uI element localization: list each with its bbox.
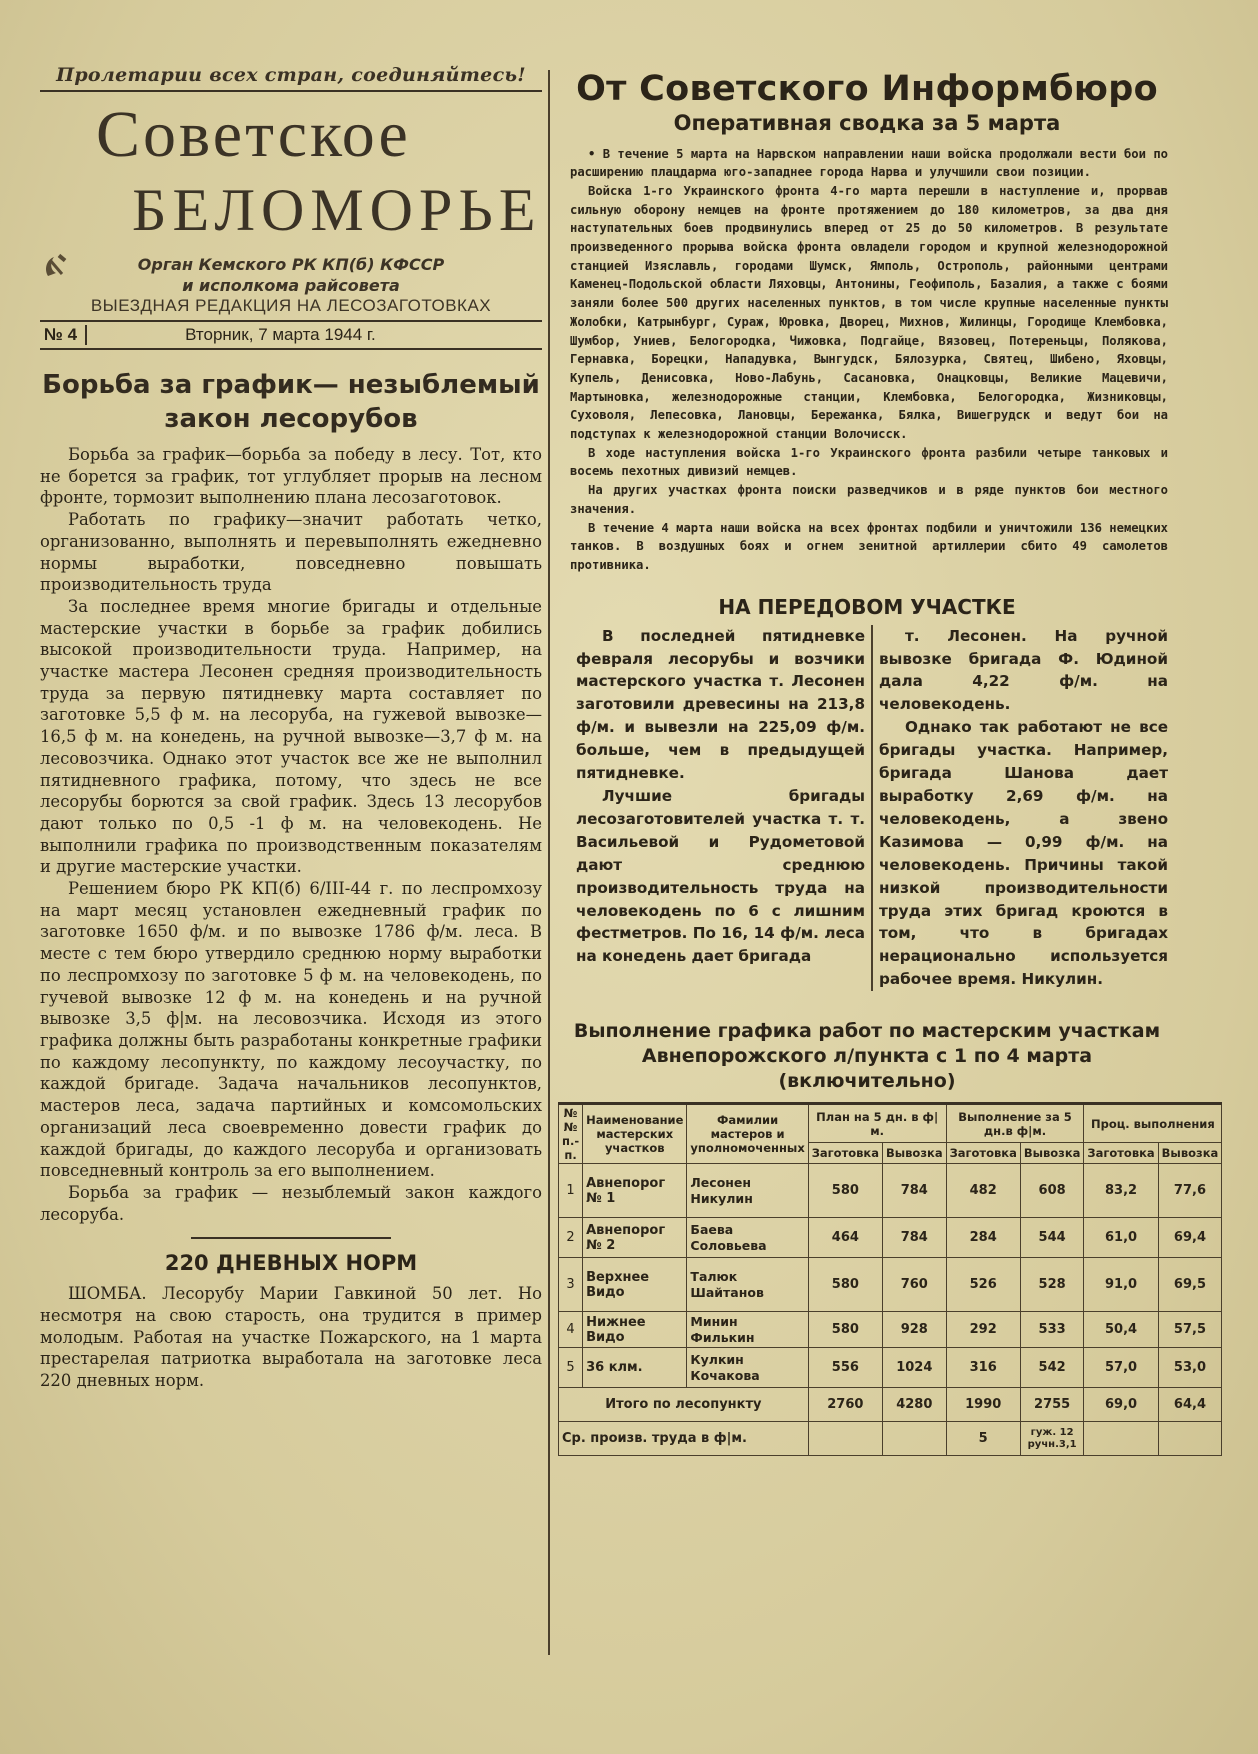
cell-done-haul: 542 [1020,1348,1084,1388]
cell-pct-haul: 53,0 [1158,1348,1222,1388]
editorial-paragraph: Работать по графику—значит работать четко, организованно, выполнять и перевыполнять ежедневно нормы выработки, повседневно повышать производительность труда [40,510,542,595]
sovinform-body [570,145,1168,575]
table-headline: Выполнение графика работ по мастерским участкам Авнепорожского л/пункта с 1 по 4 марта (включительно) [573,1020,1161,1093]
sovinform-subtitle: Оперативная сводка за 5 марта [673,110,1061,135]
cell-plan-harvest: 556 [808,1348,882,1388]
cell-num: 5 [559,1348,583,1388]
cell-pct-harvest: 91,0 [1084,1258,1158,1312]
col-header-harvest: Заготовка [1084,1143,1158,1164]
col-header-masters: Фамилии мастеров и уполномоченных [687,1104,808,1164]
cell-masters: Кулкин Кочакова [687,1348,808,1388]
masthead-organ-line2: и исполкома райсовета [182,276,400,295]
col-header-harvest: Заготовка [946,1143,1020,1164]
cell-num: 3 [559,1258,583,1312]
editorial-body [40,444,542,1225]
cell-empty [808,1422,882,1456]
editorial-paragraph: За последнее время многие бригады и отдельные мастерские участки в борьбе за график добились высокой производительности труда. Например, на участке мастера Лесонен средняя производительность труда за первую пятидневку марта составляет по заготовке 5,5 ф м. на лесоруба, на гужевой вывозке—16,5 ф м. на конедень, на ручной вывозке—3,7 ф м. на лесовозчика. Однако этот участок все же не выполнил пятидневного графика, потому, что здесь не все лесорубы борются за свой график. Здесь 13 лесорубов дают только по 0,5 -1 ф м. на человекодень. Не выполнили графика по производственным показателям и другие мастерские участки. [40,596,542,877]
cell-pct-haul: 69,5 [1158,1258,1222,1312]
cell-done-haul: 528 [1020,1258,1084,1312]
sovinform-paragraph: На других участках фронта поиски разведчиков и в ряде пунктов бои местного значения. [570,483,1168,516]
advanced-column-1 [576,625,865,992]
advanced-paragraph: т. Лесонен. На ручной вывозке бригада Ф. Юдиной дала 4,22 ф/м. на человекодень. [879,626,1169,714]
cell-name: Авнепорог № 1 [583,1164,687,1218]
advanced-paragraph: Лучшие бригады лесозаготовителей участка т. т. Васильевой и Рудометовой дают среднюю производительность труда на человекодень по 6 с лишним фестметров. По 16, 14 ф/м. леса на конедень дает бригада [576,787,866,966]
col-header-haul: Вывозка [882,1143,946,1164]
col-header-haul: Вывозка [1020,1143,1084,1164]
cell-name: Авнепорог № 2 [583,1218,687,1258]
table-row [559,1164,1222,1218]
norms-paragraph: ШОМБА. Лесорубу Марии Гавкиной 50 лет. Но несмотря на свою старость, она трудится в пример молодым. Работая на участке Пожарского, на 1 марта престарелая патриотка выработала на заготовке леса 220 дневных норм. [40,1284,542,1391]
cell-plan-harvest: 580 [808,1258,882,1312]
advanced-paragraph: В последней пятидневке февраля лесорубы и возчики мастерского участка т. Лесонен заготовили древесины на 213,8 ф/м. и вывезли на 225,09 ф/м. больше, чем в предыдущей пятидневке. [576,626,866,783]
cell-plan-harvest: 580 [808,1164,882,1218]
cell-masters: Баева Соловьева [687,1218,808,1258]
cell-total-pct-haul: 64,4 [1158,1388,1222,1422]
sovinform-paragraph: • В течение 5 марта на Нарвском направлении наши войска продолжали вести бои по расширению плацдарма юго-западнее города Нарва и улучшили свои позиции. [570,146,1168,180]
masthead-title-line1: Советское [96,98,411,171]
editorial-paragraph: Решением бюро РК КП(б) 6/III-44 г. по леспромхозу на март месяц установлен ежедневный график по заготовке 1650 ф/м. и по вывозке 1786 ф/м. леса. В месте с тем бюро утвердило среднюю норму выработки по леспромхозу по заготовке 5 ф м. на человекодень, по гучевой вывозке 12 ф м. на конедень и на ручной вывозке 3,5 ф|м. на лесовозчика. Исходя из этого графика должны быть разработаны конкретные графики по каждому лесопункту, по каждому лесоучастку, по каждой бригаде. Задача начальников лесопунктов, мастеров леса, задача партийных и комсомольских организаций леса своевременно довести график до каждой бригады, до каждого лесоруба и организовать повседневный контроль за его выполнением. [40,879,542,1181]
cell-masters: Талюк Шайтанов [687,1258,808,1312]
advanced-paragraph: Однако так работают не все бригады участка. Например, бригада Шанова дает выработку 2,69 ф/м. на человекодень, а звено Казимова — 0,99 ф/м. на человекодень. Причины такой низкой производительности труда этих бригад кроются в том, что в бригадах нерационально используется рабочее время. Никулин. [879,718,1169,989]
cell-done-harvest: 284 [946,1218,1020,1258]
col-header-haul: Вывозка [1158,1143,1222,1164]
cell-pct-haul: 69,4 [1158,1218,1222,1258]
cell-pct-harvest: 83,2 [1084,1164,1158,1218]
cell-avg-harvest: 5 [946,1422,1020,1456]
table-row [559,1348,1222,1388]
cell-pct-harvest: 50,4 [1084,1312,1158,1348]
advanced-column-2 [879,625,1168,992]
col-header-num: №№ п.-п. [559,1104,583,1164]
cell-done-haul: 608 [1020,1164,1084,1218]
issue-bar [40,320,542,350]
cell-pct-harvest: 57,0 [1084,1348,1158,1388]
masthead-organ-line1: Орган Кемского РК КП(б) КФССР [137,255,445,274]
cell-avg-haul: гуж. 12 ручн.3,1 [1020,1422,1084,1456]
issue-date: Вторник, 7 марта 1944 г. [185,325,376,344]
cell-done-haul: 533 [1020,1312,1084,1348]
cell-masters: Лесонен Никулин [687,1164,808,1218]
cell-total-label: Итого по лесопункту [559,1388,809,1422]
schedule-table [558,1102,1222,1456]
cell-done-harvest: 482 [946,1164,1020,1218]
cell-name: Верхнее Видо [583,1258,687,1312]
col-header-done: Выполнение за 5 дн.в ф|м. [946,1104,1084,1143]
section-divider [191,1237,391,1239]
sovinform-paragraph: В течение 4 марта наши войска на всех фронтах подбили и уничтожили 136 немецких танков. В воздушных боях и огнем зенитной артиллерии сбито 49 самолетов противника. [570,520,1168,572]
sovinform-paragraph: Войска 1-го Украинского фронта 4-го марта перешли в наступление и, прорвав сильную оборону немцев на фронте протяжением до 180 километров, за два дня наступательных боев продвинулись вперед от 25 до 50 километров. В результате произведенного прорыва войска фронта овладели городом и крупной железнодорожной станцией Изяславль, городами Шумск, Ямполь, Острополь, районными центрами Каменец-Подольской области Ляховцы, Антонины, Геофиполь, Базалия, а также с боями заняли более 500 других населенных пунктов, в том числе крупные населенные пункты Жолобки, Катрынбург, Сураж, Юровка, Дворец, Михнов, Жилинцы, Городище Клембовка, Шумбор, Униев, Белогородка, Чижовка, Подгайце, Вязовец, Потереньцы, Полякова, Гернавка, Борецки, Нападувка, Вынгудск, Бялозурка, Святец, Шибено, Яховцы, Купель, Денисовка, Ново-Лабунь, Сасановка, Онацковцы, Великие Мацевичи, Мартыновка, железнодорожные станции, Клембовка, Белогородка, Жизниковцы, Суховоля, Лепесовка, Лановцы, Бережанка, Бялка, Вишегрудск и ведут бои на подступах к железнодорожной станции Волочисск. [570,183,1168,442]
cell-plan-harvest: 580 [808,1312,882,1348]
cell-done-haul: 544 [1020,1218,1084,1258]
col-header-name: Наименование мастерских участков [583,1104,687,1164]
cell-plan-haul: 784 [882,1218,946,1258]
masthead-title-line2: БЕЛОМОРЬЕ [132,177,542,243]
issue-number: № 4 [40,325,87,345]
cell-masters: Минин Филькин [687,1312,808,1348]
cell-total-pct-harvest: 69,0 [1084,1388,1158,1422]
cell-total-plan-haul: 4280 [882,1388,946,1422]
table-row [559,1312,1222,1348]
col-header-pct: Проц. выполнения [1084,1104,1222,1143]
cell-empty [1084,1422,1158,1456]
editorial-headline: Борьба за график— незыблемый закон лесорубов [42,370,540,434]
cell-num: 2 [559,1218,583,1258]
editorial-paragraph: Борьба за график—борьба за победу в лесу. Тот, кто не борется за график, тот углубляет прорыв на лесном фронте, тормозит выполнению плана лесозаготовок. [40,445,542,508]
cell-plan-haul: 928 [882,1312,946,1348]
cell-name: 36 клм. [583,1348,687,1388]
sovinform-paragraph: В ходе наступления войска 1-го Украинского фронта разбили четыре танковых и восемь пехотных дивизий немцев. [570,445,1168,479]
cell-total-done-haul: 2755 [1020,1388,1084,1422]
masthead-motto: Пролетарии всех стран, соединяйтесь! [40,64,542,92]
norms-body [40,1283,542,1392]
advanced-column-rule [871,625,873,992]
hammer-sickle-icon [40,250,72,282]
cell-plan-haul: 1024 [882,1348,946,1388]
cell-num: 1 [559,1164,583,1218]
table-row [559,1258,1222,1312]
sovinform-title: От Советского Информбюро [576,69,1158,109]
cell-plan-harvest: 464 [808,1218,882,1258]
masthead-edition: ВЫЕЗДНАЯ РЕДАКЦИЯ НА ЛЕСОЗАГОТОВКАХ [90,296,492,315]
cell-plan-haul: 760 [882,1258,946,1312]
cell-done-harvest: 316 [946,1348,1020,1388]
cell-name: Нижнее Видо [583,1312,687,1348]
cell-pct-haul: 77,6 [1158,1164,1222,1218]
cell-plan-haul: 784 [882,1164,946,1218]
norms-headline: 220 ДНЕВНЫХ НОРМ [164,1251,418,1276]
cell-avg-label: Ср. произв. труда в ф|м. [559,1422,809,1456]
table-total-row [559,1388,1222,1422]
table-row [559,1218,1222,1258]
cell-done-harvest: 526 [946,1258,1020,1312]
advanced-body [576,625,1168,992]
col-header-harvest: Заготовка [808,1143,882,1164]
right-column [556,64,1219,1456]
cell-num: 4 [559,1312,583,1348]
cell-done-harvest: 292 [946,1312,1020,1348]
cell-pct-harvest: 61,0 [1084,1218,1158,1258]
column-rule [548,70,550,1655]
masthead-organ [40,254,542,296]
cell-empty [882,1422,946,1456]
editorial-paragraph: Борьба за график — незыблемый закон каждого лесоруба. [40,1182,542,1224]
cell-pct-haul: 57,5 [1158,1312,1222,1348]
left-column [40,64,542,1392]
cell-total-plan-harvest: 2760 [808,1388,882,1422]
advanced-headline: НА ПЕРЕДОВОМ УЧАСТКЕ [718,594,1016,619]
cell-total-done-harvest: 1990 [946,1388,1020,1422]
cell-empty [1158,1422,1222,1456]
table-avg-row [559,1422,1222,1456]
col-header-plan: План на 5 дн. в ф|м. [808,1104,946,1143]
